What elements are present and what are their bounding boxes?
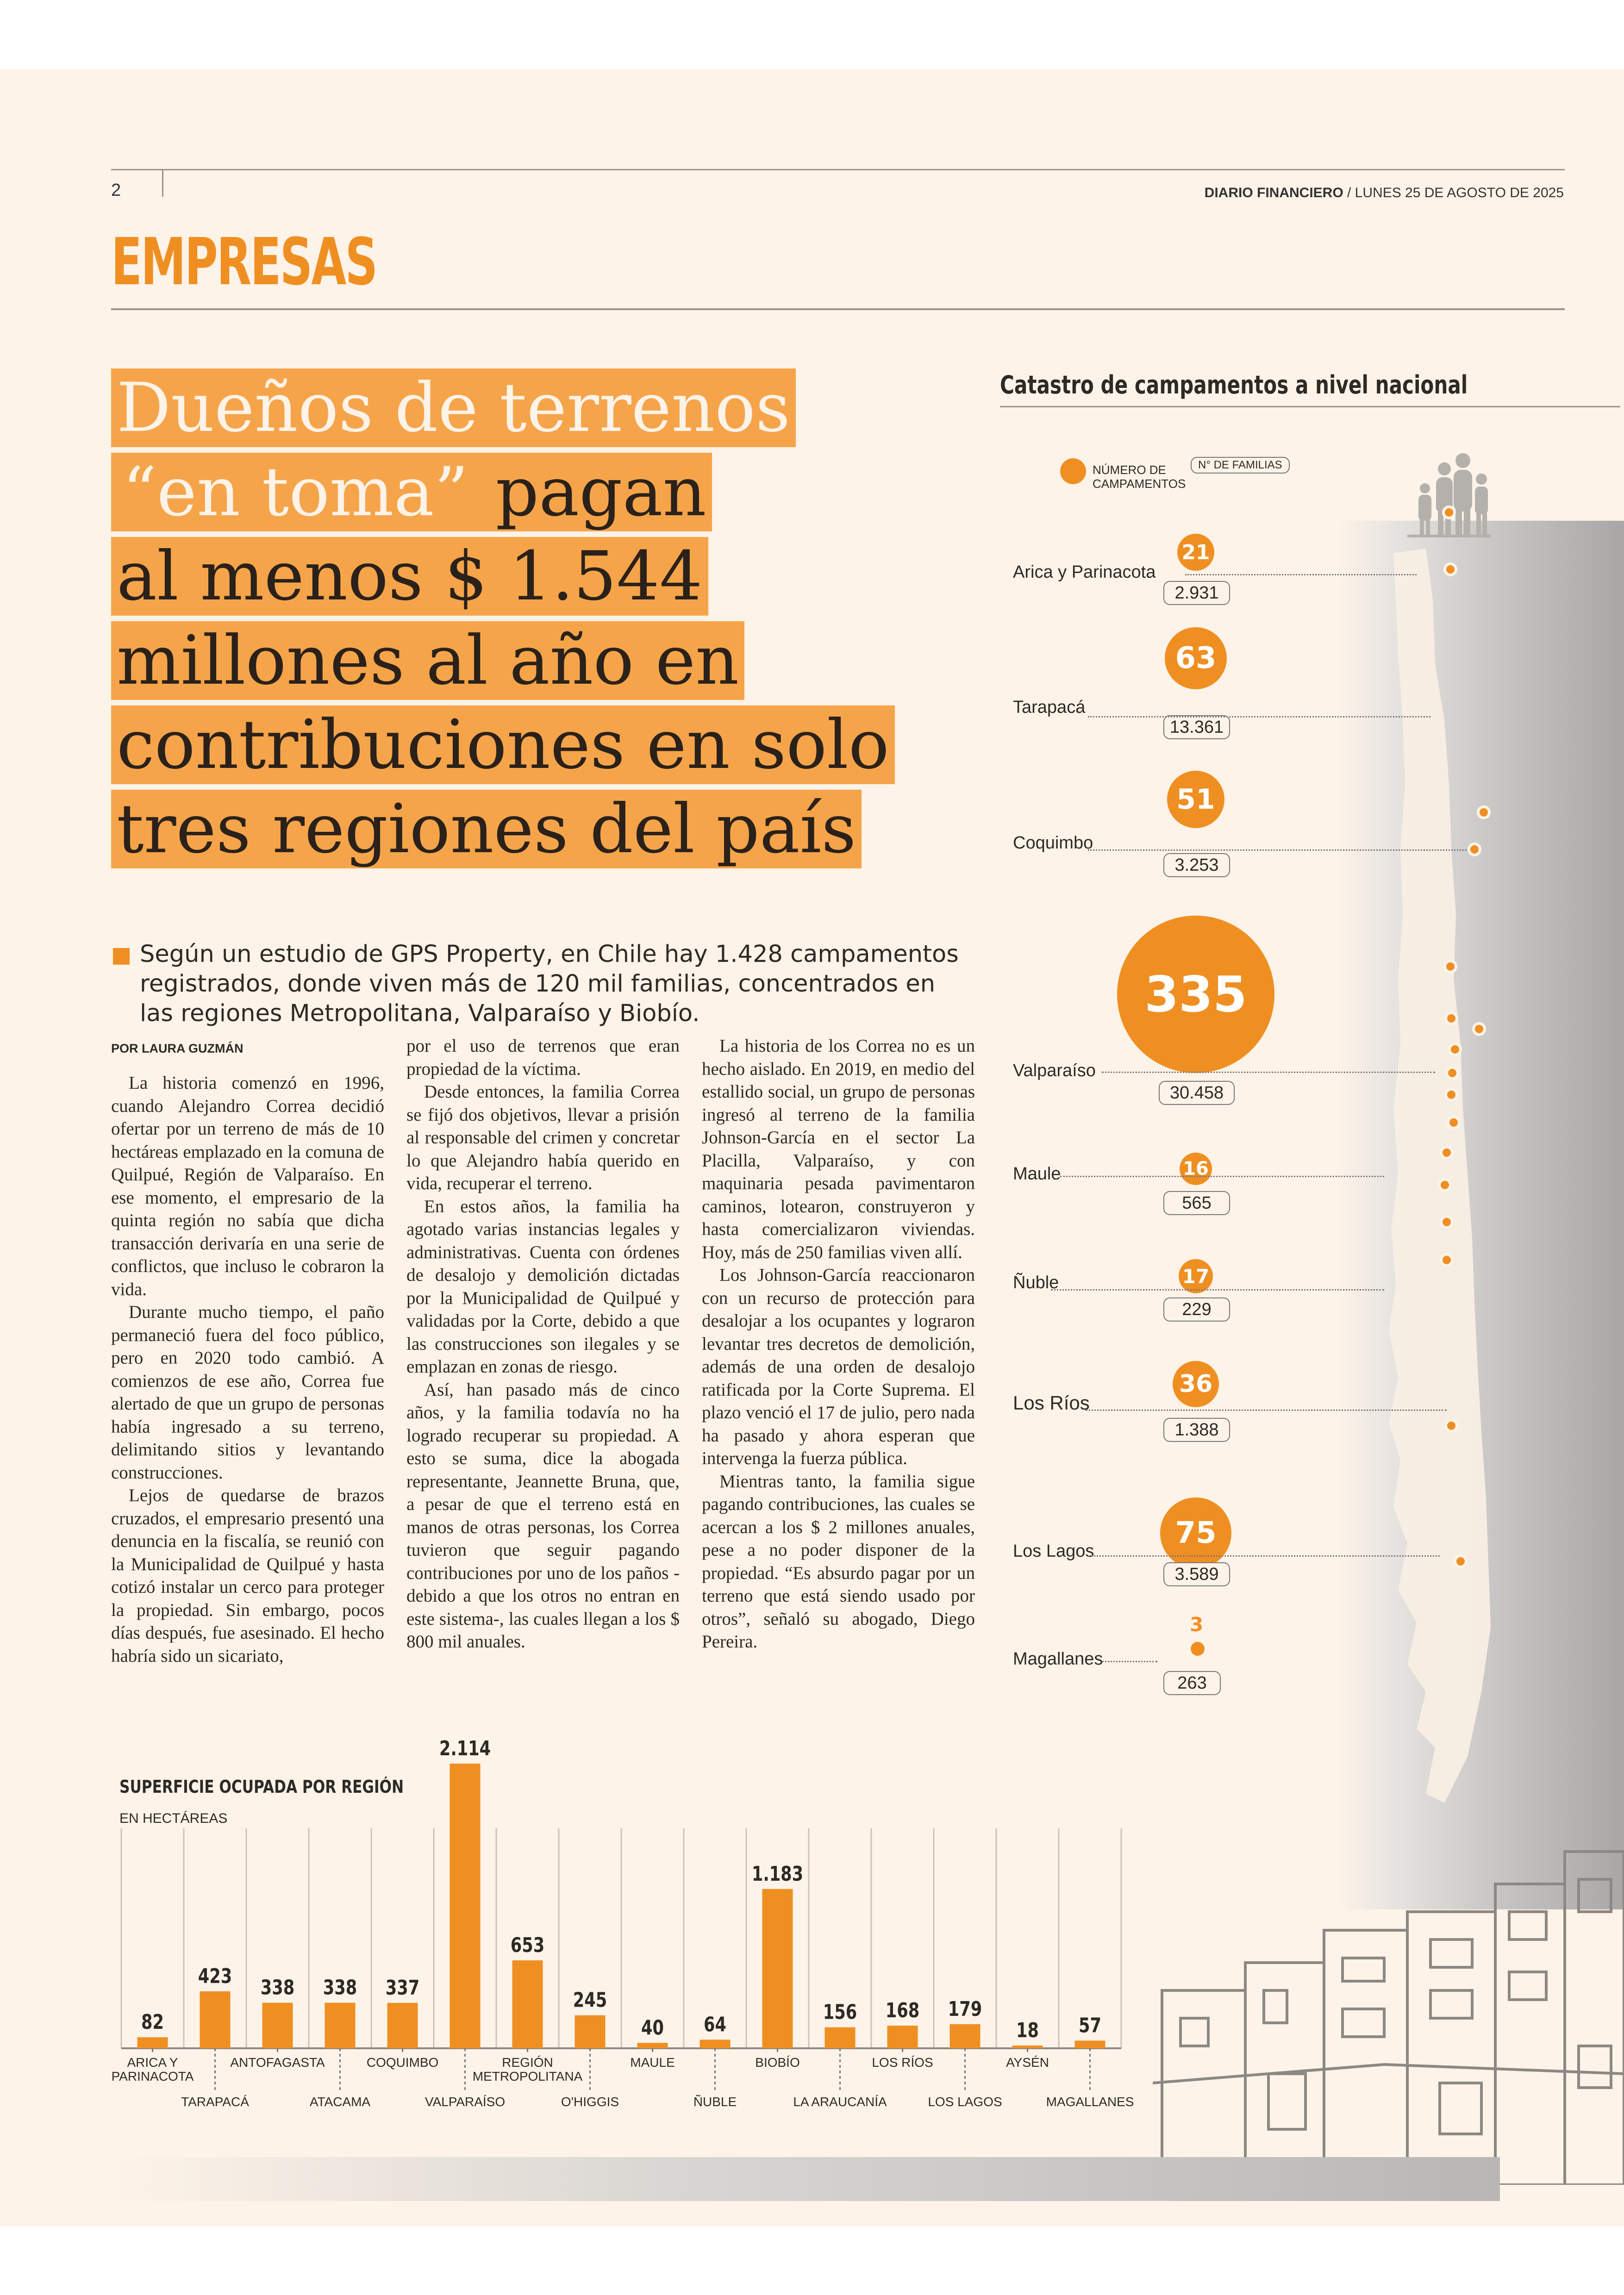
campamentos-bubble: 21 <box>1177 534 1214 571</box>
newspaper-page <box>0 69 1624 2226</box>
category-label: BIOBÍO <box>755 2055 800 2070</box>
bar <box>200 1991 231 2048</box>
region-label: Los Ríos <box>1013 1392 1090 1414</box>
familias-box: 565 <box>1163 1191 1230 1215</box>
bar-value-label: 338 <box>323 1976 357 2000</box>
category-label: ANTOFAGASTA <box>230 2055 325 2070</box>
map-marker <box>1477 805 1491 819</box>
map-marker <box>1472 1022 1486 1036</box>
bar-value-label: 18 <box>1016 2019 1039 2043</box>
bar <box>762 1889 793 2048</box>
campamentos-bubble: 16 <box>1180 1153 1212 1185</box>
campamentos-bubble: 75 <box>1160 1497 1231 1569</box>
lead-paragraph: Según un estudio de GPS Property, en Chile hay 1.428 campamentos registrados, donde viven más de 120 mil familias, concentrados en las regiones Metropolitana, Valparaíso y Biobío. <box>140 941 959 1027</box>
headline-line-2b: pagan <box>474 453 706 531</box>
bar-value-label: 245 <box>573 1988 607 2012</box>
map-marker <box>1442 505 1456 519</box>
bar <box>1012 2046 1043 2048</box>
map-marker <box>1444 1011 1458 1025</box>
chart-title: SUPERFICIE OCUPADA POR REGIÓN <box>119 1777 404 1797</box>
map-marker <box>1444 1419 1458 1433</box>
category-label: ATACAMA <box>309 2095 371 2109</box>
chile-map-icon <box>1356 544 1495 1817</box>
headline-line-4: millones al año en <box>111 621 744 700</box>
bar-value-label: 2.114 <box>439 1737 491 1761</box>
map-marker <box>1448 1042 1462 1056</box>
map-marker <box>1447 1116 1461 1129</box>
map-marker <box>1454 1554 1468 1568</box>
category-label: COQUIMBO <box>366 2055 439 2070</box>
bar <box>512 1960 543 2048</box>
catastro-title: Catastro de campamentos a nivel nacional <box>1000 370 1468 399</box>
bar <box>825 2027 856 2048</box>
campamentos-bubble: 335 <box>1117 916 1274 1073</box>
legend-campamentos-label: NÚMERO DE CAMPAMENTOS <box>1093 463 1186 491</box>
category-label: ÑUBLE <box>693 2095 737 2109</box>
bar-value-label: 64 <box>704 2013 726 2037</box>
buildings-illustration-icon <box>1153 1824 1624 2185</box>
category-label: METROPOLITANA <box>472 2069 583 2083</box>
headline-line-1: Dueños de terrenos <box>111 368 796 447</box>
headline-line-5: contribuciones en solo <box>111 705 895 784</box>
byline: POR LAURA GUZMÁN <box>111 1041 244 1055</box>
map-marker <box>1438 1178 1452 1192</box>
bar <box>137 2037 168 2048</box>
campamentos-bubble: 36 <box>1173 1361 1219 1407</box>
region-label: Arica y Parinacota <box>1013 562 1156 582</box>
article-paragraph: por el uso de terrenos que eran propiedad de la víctima. <box>406 1036 680 1079</box>
article-paragraph: La historia de los Correa no es un hecho aislado. En 2019, en medio del estallido social, un grupo de personas ingresó al terreno de la familia Johnson-García en el sector La Placilla, Valparaíso, y con maquinaria pesada pavimentaron caminos, lotearon, construyeron y hasta comercializaron viviendas. Hoy, más de 250 familias viven allí. <box>702 1036 975 1262</box>
legend-familias-label: N° DE FAMILIAS <box>1191 457 1290 474</box>
familias-box: 30.458 <box>1159 1081 1235 1105</box>
campamentos-bubble: 17 <box>1179 1259 1213 1293</box>
region-label: Magallanes <box>1013 1649 1103 1669</box>
campamentos-number: 3 <box>1190 1613 1204 1636</box>
bar <box>1075 2040 1106 2048</box>
bar <box>450 1764 481 2048</box>
section-title: EMPRESAS <box>111 225 377 300</box>
headline-line-3: al menos $ 1.544 <box>111 537 708 616</box>
familias-box: 229 <box>1163 1297 1230 1322</box>
category-label: LOS RÍOS <box>872 2055 933 2070</box>
family-icon <box>1407 451 1491 539</box>
familias-box: 3.589 <box>1163 1562 1230 1586</box>
familias-box: 3.253 <box>1163 853 1230 877</box>
region-label: Los Lagos <box>1013 1541 1094 1561</box>
leader-line <box>1185 574 1417 575</box>
region-label: Coquimbo <box>1013 833 1093 853</box>
map-marker <box>1440 1146 1454 1160</box>
map-marker <box>1468 842 1481 856</box>
article-paragraph: Desde entonces, la familia Correa se fijó dos objetivos, llevar a prisión al responsable del crimen y concretar lo que Alejandro había querido en vida, recuperar el terreno. <box>406 1082 680 1193</box>
bar-value-label: 338 <box>260 1976 295 2000</box>
bar <box>700 2039 731 2048</box>
category-label: LOS LAGOS <box>928 2095 1002 2109</box>
bar-value-label: 653 <box>510 1933 545 1958</box>
bar-value-label: 179 <box>948 1997 982 2021</box>
article-paragraph: Durante mucho tiempo, el paño permaneció fuera del foco público, pero en 2020 todo cambió. A comienzos de ese año, Correa fue alertado de que un grupo de personas había ingresado a su terreno, delimitando sitios y levantando construcciones. <box>111 1302 384 1483</box>
masthead <box>1205 185 1564 201</box>
region-label: Maule <box>1013 1164 1061 1184</box>
category-label: AYSÉN <box>1006 2055 1049 2070</box>
map-marker <box>1444 1088 1458 1102</box>
category-label: MAULE <box>630 2055 675 2070</box>
campamentos-small-dot <box>1191 1642 1205 1656</box>
headline-line-2a: “en toma” <box>117 453 474 531</box>
familias-box: 2.931 <box>1163 581 1230 605</box>
familias-box: 1.388 <box>1163 1418 1230 1442</box>
headline-line-6: tres regiones del país <box>111 790 862 868</box>
bar <box>575 2015 606 2048</box>
category-label: PARINACOTA <box>111 2069 194 2083</box>
bar <box>325 2003 356 2048</box>
page-number: 2 <box>111 181 121 200</box>
bar <box>950 2024 981 2048</box>
bar-value-label: 423 <box>198 1964 232 1988</box>
article-paragraph: Así, han pasado más de cinco años, y la familia todavía no ha logrado recuperar su propiedad. A esto se suma, dice la abogada representante, Jeannette Bruna, que, a pesar de que el terreno está en manos de otras personas, los Correa tuvieron que seguir pagando contribuciones por uno de los paños -debido a que los otros no entran en este sistema-, las cuales llegan a los $ 800 mil anuales. <box>406 1379 680 1652</box>
article-paragraph: La historia comenzó en 1996, cuando Alejandro Correa decidió ofertar por un terreno de más de 10 hectáreas emplazado en la comuna de Quilpué, Región de Valparaíso. En ese momento, el empresario de la quinta región no sabía que dicha transacción derivaría en una serie de conflictos, que incluso le cobraron la vida. <box>111 1073 384 1299</box>
familias-box: 13.361 <box>1163 715 1230 739</box>
bar <box>387 2003 418 2048</box>
publication-name: DIARIO FINANCIERO <box>1204 185 1343 200</box>
bar <box>262 2003 293 2048</box>
chart-unit-label: EN HECTÁREAS <box>119 1811 228 1826</box>
bar-value-label: 168 <box>885 1999 920 2023</box>
category-label: TARAPACÁ <box>181 2095 249 2109</box>
category-label: VALPARAÍSO <box>425 2095 506 2109</box>
map-marker <box>1443 960 1457 973</box>
familias-box: 263 <box>1163 1671 1221 1695</box>
map-marker <box>1440 1215 1454 1229</box>
category-label: LA ARAUCANÍA <box>793 2095 887 2109</box>
campamentos-bubble: 51 <box>1167 771 1224 828</box>
region-label: Ñuble <box>1013 1273 1059 1292</box>
article-paragraph: Lejos de quedarse de brazos cruzados, el empresario presentó una denuncia en la fiscalía, se reunió con la Municipalidad de Quilpué y hasta cotizó instalar un cerco para proteger la propiedad. Sin embargo, pocos días después, fue asesinado. El hecho habría sido un sicariato, <box>111 1485 384 1666</box>
publication-date: / LUNES 25 DE AGOSTO DE 2025 <box>1343 185 1564 200</box>
map-marker <box>1445 1066 1459 1080</box>
article-paragraph: Mientras tanto, la familia sigue pagando contribuciones, las cuales se acercan a los $ 2 millones anuales, pese a no poder disponer de la propiedad. “Es absurdo pagar por un terreno que está siendo usado por otros”, señaló su abogado, Diego Pereira. <box>702 1471 975 1652</box>
bar <box>887 2026 918 2048</box>
bar-chart <box>0 69 1157 2226</box>
bar-value-label: 82 <box>141 2010 164 2034</box>
bar-value-label: 40 <box>641 2016 664 2040</box>
article-paragraph: Los Johnson-García reaccionaron con un recurso de protección para desalojar a los ocupantes y lograron levantar tres decretos de demolición, además de una orden de desalojo ratificada por la Corte Suprema. El plazo venció el 17 de julio, pero nada ha pasado y ahora esperan que intervenga la fuerza pública. <box>702 1265 975 1468</box>
category-label: MAGALLANES <box>1046 2095 1134 2109</box>
category-label: O'HIGGIS <box>561 2095 619 2109</box>
article-paragraph: En estos años, la familia ha agotado varias instancias legales y administrativas. Cuenta con órdenes de desalojo y demolición dictadas por la Municipalidad de Quilpué y validadas por la Corte, debido a que las construcciones son ilegales y se emplazan en zonas de riesgo. <box>406 1196 680 1377</box>
bar-value-label: 156 <box>823 2000 857 2024</box>
category-label: ARICA Y <box>127 2055 178 2070</box>
map-marker <box>1440 1253 1454 1267</box>
region-label: Valparaíso <box>1013 1061 1096 1080</box>
bar <box>637 2043 668 2048</box>
region-label: Tarapacá <box>1013 698 1086 717</box>
bar-value-label: 337 <box>385 1976 420 2000</box>
category-label: REGIÓN <box>502 2055 553 2070</box>
campamentos-bubble: 63 <box>1165 627 1227 689</box>
bar-value-label: 1.183 <box>751 1862 804 1886</box>
map-marker <box>1443 562 1457 576</box>
bar-value-label: 57 <box>1079 2014 1101 2038</box>
